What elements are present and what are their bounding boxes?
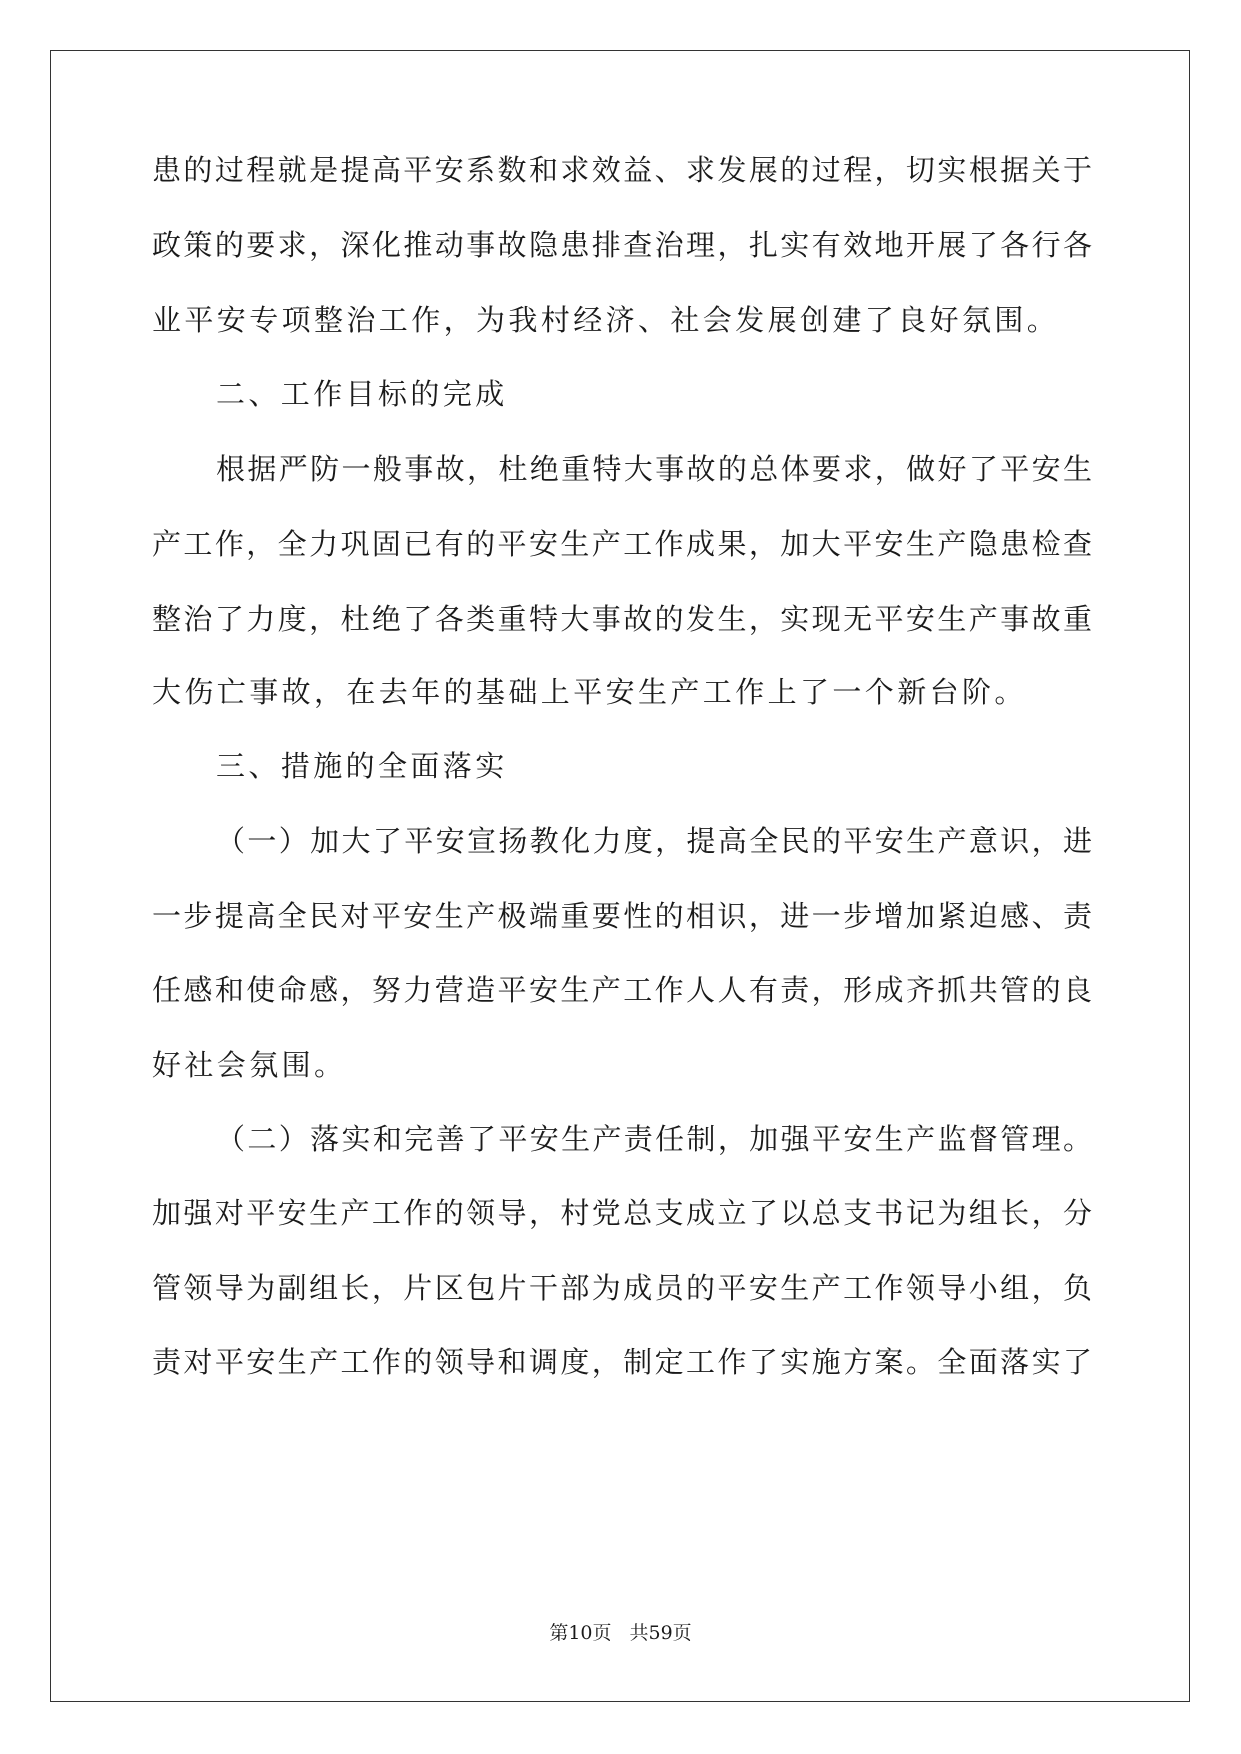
body-line: （二）落实和完善了平安生产责任制，加强平安生产监督管理。 — [216, 1122, 1092, 1156]
body-line: 产工作，全力巩固已有的平安生产工作成果，加大平安生产隐患检查 — [152, 527, 1092, 561]
body-line: 好社会氛围。 — [152, 1048, 347, 1082]
section-heading: 二、工作目标的完成 — [216, 377, 508, 411]
page-number: 第10页 — [549, 1622, 612, 1644]
body-line: 根据严防一般事故，杜绝重特大事故的总体要求，做好了平安生 — [216, 452, 1092, 486]
body-line: （一）加大了平安宣扬教化力度，提高全民的平安生产意识，进 — [216, 824, 1092, 858]
body-line: 业平安专项整治工作，为我村经济、社会发展创建了良好氛围。 — [152, 303, 1060, 337]
body-line: 任感和使命感，努力营造平安生产工作人人有责，形成齐抓共管的良 — [152, 973, 1092, 1007]
page-total: 共59页 — [629, 1622, 692, 1644]
body-line: 管领导为副组长，片区包片干部为成员的平安生产工作领导小组，负 — [152, 1271, 1092, 1305]
body-line: 政策的要求，深化推动事故隐患排查治理，扎实有效地开展了各行各 — [152, 228, 1092, 262]
body-line: 大伤亡事故，在去年的基础上平安生产工作上了一个新台阶。 — [152, 675, 1027, 709]
body-line: 加强对平安生产工作的领导，村党总支成立了以总支书记为组长，分 — [152, 1196, 1092, 1230]
body-line: 责对平安生产工作的领导和调度，制定工作了实施方案。全面落实了 — [152, 1345, 1092, 1379]
body-line: 一步提高全民对平安生产极端重要性的相识，进一步增加紧迫感、责 — [152, 899, 1092, 933]
page-border — [50, 50, 1190, 1702]
body-line: 整治了力度，杜绝了各类重特大事故的发生，实现无平安生产事故重 — [152, 602, 1092, 636]
page-footer — [0, 1620, 1241, 1646]
section-heading: 三、措施的全面落实 — [216, 749, 508, 783]
body-line: 患的过程就是提高平安系数和求效益、求发展的过程，切实根据关于 — [152, 153, 1092, 187]
